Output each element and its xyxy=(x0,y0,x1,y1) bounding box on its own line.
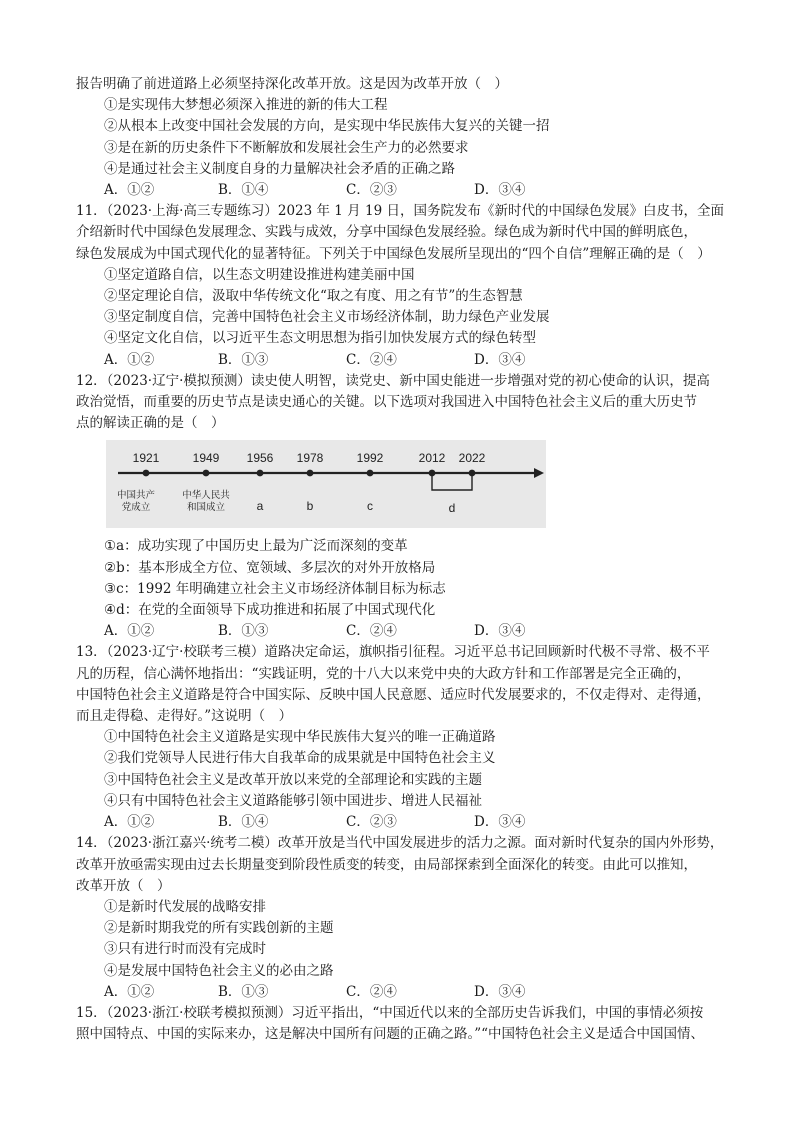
choice-a[interactable]: A．①② xyxy=(104,814,155,831)
option-1: ①是实现伟大梦想必须深入推进的新的伟大工程 xyxy=(104,97,388,114)
question-stem-line: 12．（2023·辽宁·模拟预测）读史使人明智，读党史、新中国史能进一步增强对党的初心使命的认识，提高 xyxy=(76,372,710,389)
choice-c[interactable]: C．②④ xyxy=(346,623,397,640)
option-2: ②坚定理论自信，汲取中华传统文化“取之有度、用之有节”的生态智慧 xyxy=(104,288,523,305)
question-stem-line: 15．（2023·浙江·校联考模拟预测）习近平指出，“中国近代以来的全部历史告诉我们，中国的事情必须按 xyxy=(76,1004,704,1021)
choice-c[interactable]: C．②④ xyxy=(346,983,397,1000)
year-2012: 2012 xyxy=(418,451,446,466)
choice-d[interactable]: D．③④ xyxy=(474,182,526,199)
option-2: ②我们党领导人民进行伟大自我革命的成果就是中国特色社会主义 xyxy=(104,750,496,767)
label-prc-founded-1: 中华人民共 xyxy=(182,490,230,502)
choice-b[interactable]: B．①③ xyxy=(218,351,269,368)
question-stem-line: 中国特色社会主义道路是符合中国实际、反映中国人民意愿、适应时代发展要求的，不仅走得对、走得通， xyxy=(76,686,711,703)
question-stem-line: 凡的历程，信心满怀地指出：“实践证明，党的十八大以来党中央的大政方针和工作部署是完全正确的， xyxy=(76,665,691,682)
choice-b[interactable]: B．①④ xyxy=(218,182,269,199)
question-15 xyxy=(76,1003,724,1045)
year-1978: 1978 xyxy=(296,451,324,466)
label-c: c xyxy=(367,499,373,514)
option-1: ①中国特色社会主义道路是实现中华民族伟大复兴的唯一正确道路 xyxy=(104,729,496,746)
question-12 xyxy=(76,371,724,643)
option-3: ③是在新的历史条件下不断解放和发展社会生产力的必然要求 xyxy=(104,139,469,156)
choice-a[interactable]: A．①② xyxy=(104,983,155,1000)
timeline-arrow-icon xyxy=(534,468,544,478)
option-1: ①a：成功实现了中国历史上最为广泛而深刻的变革 xyxy=(104,538,408,555)
node-1992 xyxy=(367,470,374,477)
question-stem-line: 11．（2023·上海·高三专题练习）2023 年 1 月 19 日，国务院发布《新时代的中国绿色发展》白皮书，全面 xyxy=(76,203,724,220)
question-14 xyxy=(76,833,724,1003)
node-2022 xyxy=(469,470,476,477)
choice-c[interactable]: C．②④ xyxy=(346,351,397,368)
option-3: ③c：1992 年明确建立社会主义市场经济体制目标为标志 xyxy=(104,580,446,597)
label-d: d xyxy=(448,501,456,516)
choice-c[interactable]: C．②③ xyxy=(346,814,397,831)
option-3: ③只有进行时而没有完成时 xyxy=(104,941,266,958)
question-stem-line: 介绍新时代中国绿色发展理念、实践与成效，分享中国绿色发展经验。绿色成为新时代中国的鲜明底色， xyxy=(76,224,697,241)
choice-b[interactable]: B．①③ xyxy=(218,623,269,640)
option-4: ④只有中国特色社会主义道路能够引领中国进步、增进人民福祉 xyxy=(104,792,482,809)
answer-choices xyxy=(76,621,724,642)
node-1949 xyxy=(203,470,210,477)
node-1921 xyxy=(143,470,150,477)
choice-d[interactable]: D．③④ xyxy=(474,983,526,1000)
question-11 xyxy=(76,201,724,371)
answer-choices xyxy=(76,982,724,1003)
option-2: ②是新时期我党的所有实践创新的主题 xyxy=(104,920,334,937)
question-stem-line: 点的解读正确的是（ ） xyxy=(76,415,225,432)
node-2012 xyxy=(429,470,436,477)
choice-b[interactable]: B．①④ xyxy=(218,814,269,831)
exam-page xyxy=(76,74,724,1045)
option-3: ③坚定制度自信，完善中国特色社会主义市场经济体制，助力绿色产业发展 xyxy=(104,309,550,326)
label-cpc-founded-1: 中国共产 xyxy=(116,490,156,502)
question-stem-line: 绿色发展成为中国式现代化的显著特征。下列关于中国绿色发展所呈现出的“四个自信”理解正确的是（ ） xyxy=(76,245,711,262)
node-1956 xyxy=(257,470,264,477)
label-prc-founded-2: 和国成立 xyxy=(186,502,226,514)
label-b: b xyxy=(306,499,314,514)
option-4: ④d：在党的全面领导下成功推进和拓展了中国式现代化 xyxy=(104,602,436,619)
question-stem-line: 政治觉悟，而重要的历史节点是读史通心的关键。以下选项对我国进入中国特色社会主义后的重大历史节 xyxy=(76,394,697,411)
option-1: ①是新时代发展的战略安排 xyxy=(104,898,266,915)
timeline-svg xyxy=(106,440,546,528)
choice-c[interactable]: C．②③ xyxy=(346,182,397,199)
choice-d[interactable]: D．③④ xyxy=(474,351,526,368)
answer-choices xyxy=(76,180,724,201)
choice-d[interactable]: D．③④ xyxy=(474,623,526,640)
choice-d[interactable]: D．③④ xyxy=(474,814,526,831)
label-a: a xyxy=(256,499,264,514)
question-10 xyxy=(76,74,724,201)
option-4: ④坚定文化自信，以习近平生态文明思想为指引加快发展方式的绿色转型 xyxy=(104,330,536,347)
year-1956: 1956 xyxy=(246,451,274,466)
question-stem-line: 而且走得稳、走得好。”这说明（ ） xyxy=(76,708,293,725)
bracket-2012-2022 xyxy=(432,476,472,490)
question-stem-line: 照中国特点、中国的实际来办，这是解决中国所有问题的正确之路。”“中国特色社会主义是适合中国国情、 xyxy=(76,1026,705,1043)
question-stem-line: 13．（2023·辽宁·校联考三模）道路决定命运，旗帜指引征程。习近平总书记回顾新时代极不寻常、极不平 xyxy=(76,644,710,661)
question-stem-line: 14．（2023·浙江嘉兴·统考二模）改革开放是当代中国发展进步的活力之源。面对新时代复杂的国内外形势， xyxy=(76,835,724,852)
answer-choices xyxy=(76,812,724,833)
choice-a[interactable]: A．①② xyxy=(104,351,155,368)
node-1978 xyxy=(307,470,314,477)
question-13 xyxy=(76,642,724,833)
option-1: ①坚定道路自信，以生态文明建设推进构建美丽中国 xyxy=(104,266,415,283)
label-cpc-founded-2: 党成立 xyxy=(121,502,151,514)
year-2022: 2022 xyxy=(458,451,486,466)
timeline-figure xyxy=(106,440,546,528)
year-1921: 1921 xyxy=(132,451,160,466)
choice-a[interactable]: A．①② xyxy=(104,182,155,199)
question-stem: 报告明确了前进道路上必须坚持深化改革开放。这是因为改革开放（ ） xyxy=(76,76,508,92)
option-4: ④是通过社会主义制度自身的力量解决社会矛盾的正确之路 xyxy=(104,160,455,177)
answer-choices xyxy=(76,350,724,371)
choice-b[interactable]: B．①③ xyxy=(218,983,269,1000)
option-2: ②从根本上改变中国社会发展的方向，是实现中华民族伟大复兴的关键一招 xyxy=(104,118,550,135)
option-3: ③中国特色社会主义是改革开放以来党的全部理论和实践的主题 xyxy=(104,771,482,788)
year-1949: 1949 xyxy=(192,451,220,466)
question-stem-line: 改革开放（ ） xyxy=(76,877,171,894)
question-stem-line: 改革开放亟需实现由过去长期量变到阶段性质变的转变，由局部探索到全面深化的转变。由此可以推知， xyxy=(76,856,697,873)
option-2: ②b：基本形成全方位、宽领域、多层次的对外开放格局 xyxy=(104,559,436,576)
year-1992: 1992 xyxy=(356,451,384,466)
option-4: ④是发展中国特色社会主义的必由之路 xyxy=(104,962,334,979)
choice-a[interactable]: A．①② xyxy=(104,623,155,640)
